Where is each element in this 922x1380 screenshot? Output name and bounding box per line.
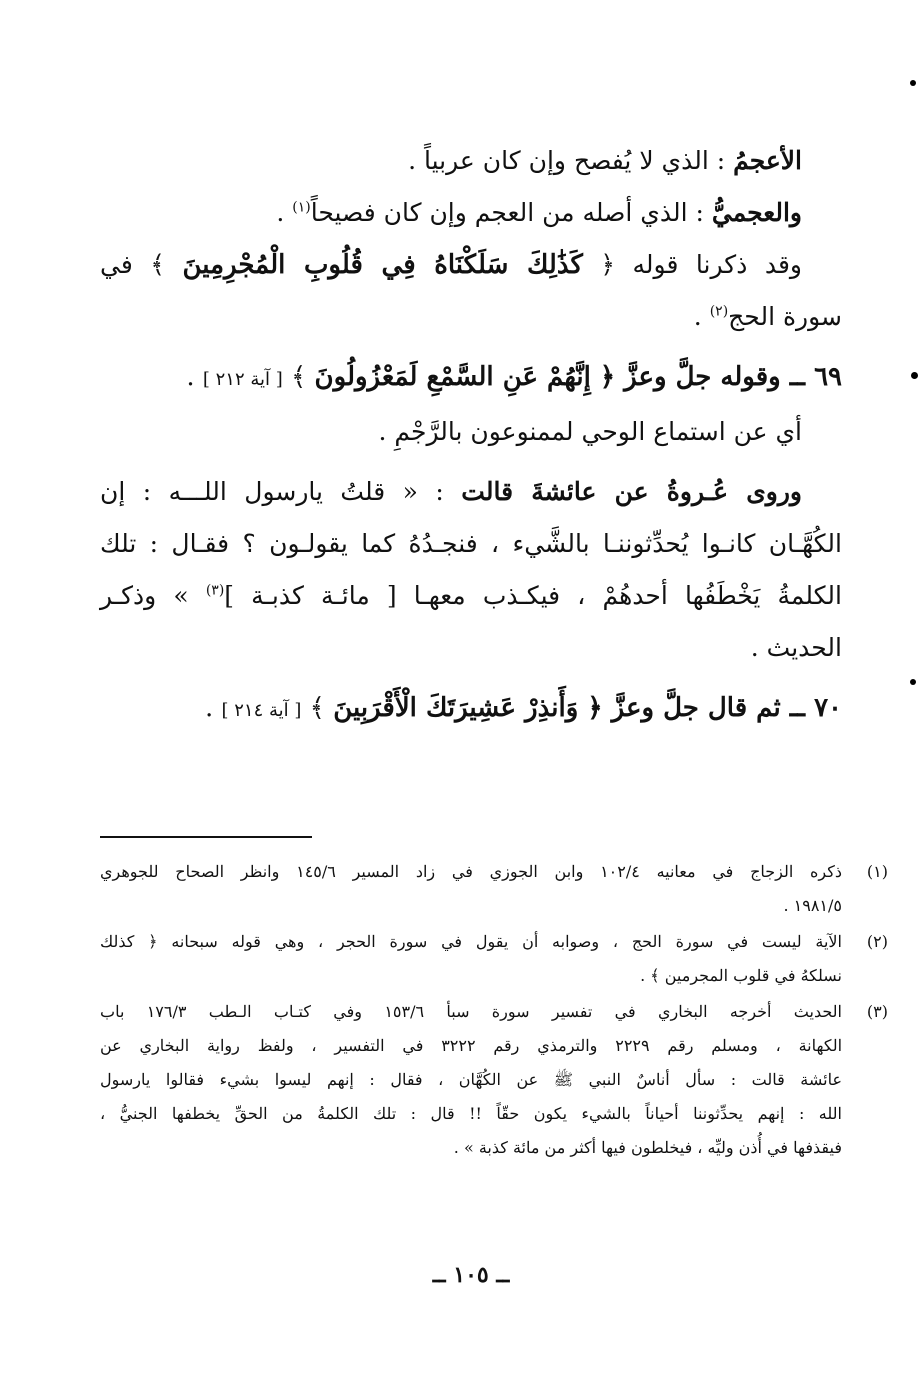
footnote-3-line: فيقذفها في أُذن وليِّه ، فيخلطون فيها أكثر من مائة كذبة » . <box>453 1138 842 1157</box>
footnote-2-number: (٢) <box>866 932 888 951</box>
footnote-ref-2[interactable]: (٢) <box>709 303 729 320</box>
paragraph-mention-cont <box>100 291 842 343</box>
footnote-3-line: عائشة قالت : سأل أناسٌ النبي ﷺ عن الكُهَّان ، فقال : إنهم ليسوا بشيء فقالوا يارسول <box>100 1070 842 1089</box>
scan-mark <box>910 679 916 685</box>
hadith-line-4 <box>100 622 842 674</box>
footnote-ref-3[interactable]: (٣) <box>205 582 225 599</box>
footnote-2-line: نسلكهُ في قلوب المجرمين ﴾ . <box>640 966 842 985</box>
term-ajami: والعجميُّ <box>711 198 802 227</box>
section-69-end: . <box>186 362 203 392</box>
section-70-bracket: ﴾ <box>301 693 334 723</box>
footnote-3 <box>100 995 888 1165</box>
footnote-3-line: الله : إنهم يحدِّثوننا أحياناً بالشيء يكون حقّاً !! قال : تلك الكلمةُ من الحقِّ يخطفها الجنيُّ ، <box>100 1104 842 1123</box>
definition-ajami <box>100 187 842 239</box>
book-page <box>100 0 888 1380</box>
footnote-2 <box>100 925 888 993</box>
footnote-3-line: الحديث أخرجه البخاري في تفسير سورة سبأ ١٥٣/٦ وفي كتـاب الـطب ١٧٦/٣ باب <box>100 1002 842 1021</box>
quran-verse-wa-andhir: وَأَنذِرْ عَشِيرَتَكَ الْأَقْرَبِينَ <box>333 693 579 723</box>
section-69-lead: وقوله جلَّ وعزَّ ﴿ <box>590 362 781 392</box>
footnote-1-number: (١) <box>866 862 888 881</box>
quran-verse-mazulun: إِنَّهُمْ عَنِ السَّمْعِ لَمَعْزُولُونَ <box>314 362 591 392</box>
mention-end: ﴾ في <box>100 250 183 279</box>
footnote-1-line: ١٩٨١/٥ . <box>783 896 842 915</box>
footnote-3-text <box>100 995 842 1165</box>
footnote-2-text <box>100 925 842 993</box>
explanation-69 <box>100 406 842 458</box>
hadith-line-2 <box>100 518 842 570</box>
footnote-2-line: الآية ليست في سورة الحج ، وصوابه أن يقول في سورة الحجر ، وهي قوله سبحانه ﴿ كذلك <box>100 932 842 951</box>
hadith-line-1-text: : « قلتُ يارسول اللـــه : إن <box>100 477 462 506</box>
hadith-line-4-text: الحديث . <box>750 633 842 662</box>
footnote-1-text <box>100 855 842 923</box>
footnote-ref-1[interactable]: (١) <box>292 199 311 216</box>
hadith-line-3 <box>100 570 842 622</box>
ayah-ref-212: [ آية ٢١٢ ] <box>202 369 283 390</box>
page-number: ــ ١٠٥ ــ <box>432 1262 510 1288</box>
main-text <box>100 135 842 737</box>
section-70-heading <box>100 682 842 737</box>
scan-mark <box>911 372 918 379</box>
scan-mark <box>910 80 916 86</box>
section-70-lead: ثم قال جلَّ وعزَّ ﴿ <box>578 693 781 723</box>
footnote-3-number: (٣) <box>866 1002 888 1021</box>
hadith-line-1 <box>100 466 842 518</box>
term-a3jam: الأعجمُ <box>733 146 802 175</box>
surah-hajj-end: . <box>693 302 710 331</box>
explanation-69-text: أي عن استماع الوحي لممنوعون بالرَّجْمِ . <box>378 417 802 446</box>
quran-verse-salaknahu: كَذَٰلِكَ سَلَكْنَاهُ فِي قُلُوبِ الْمُجْرِمِينَ <box>182 250 583 280</box>
definition-a3jam <box>100 135 842 187</box>
section-69-bracket: ﴾ <box>282 362 315 392</box>
hadith-line-3-end: » وذكـر <box>100 581 206 610</box>
ayah-ref-214: [ آية ٢١٤ ] <box>221 700 302 721</box>
definition-ajami-text: : الذي أصله من العجم وإن كان فصيحاً <box>310 198 712 227</box>
footnote-1 <box>100 855 888 923</box>
mention-intro: وقد ذكرنا قوله ﴿ <box>582 250 802 279</box>
surah-hajj: سورة الحج <box>728 302 842 331</box>
footnote-3-line: الكهانة ، ومسلم رقم ٢٢٢٩ والترمذي رقم ٣٢٢٢ في التفسير ، ولفظ رواية البخاري عن <box>100 1036 843 1055</box>
section-69-heading <box>100 351 842 406</box>
section-70-number: ٧٠ ــ <box>780 693 842 723</box>
footnotes <box>100 855 888 1167</box>
definition-a3jam-text: : الذي لا يُفصح وإن كان عربياً . <box>408 146 734 175</box>
hadith-line-3-text: الكلمةُ يَخْطَفُها أحدهُمْ ، فيكـذب معهـا [ مائـة كذبـة ] <box>224 581 842 610</box>
section-69-number: ٦٩ ــ <box>780 362 842 392</box>
footnote-separator <box>100 836 312 838</box>
definition-ajami-end: . <box>276 198 293 227</box>
hadith-narrator: وروى عُـروةُ عن عائشةَ قالت <box>461 477 802 506</box>
section-70-end: . <box>204 693 222 723</box>
footnote-1-line: ذكره الزجاج في معانيه ١٠٢/٤ وابن الجوزي في زاد المسير ١٤٥/٦ وانظر الصحاح للجوهري <box>100 862 842 881</box>
hadith-line-2-text: الكُهَّـان كانـوا يُحدِّثوننـا بالشَّيء ، فنجـدُهُ كما يقولـون ؟ فقـال : تلك <box>100 529 842 558</box>
paragraph-mention <box>100 239 842 291</box>
